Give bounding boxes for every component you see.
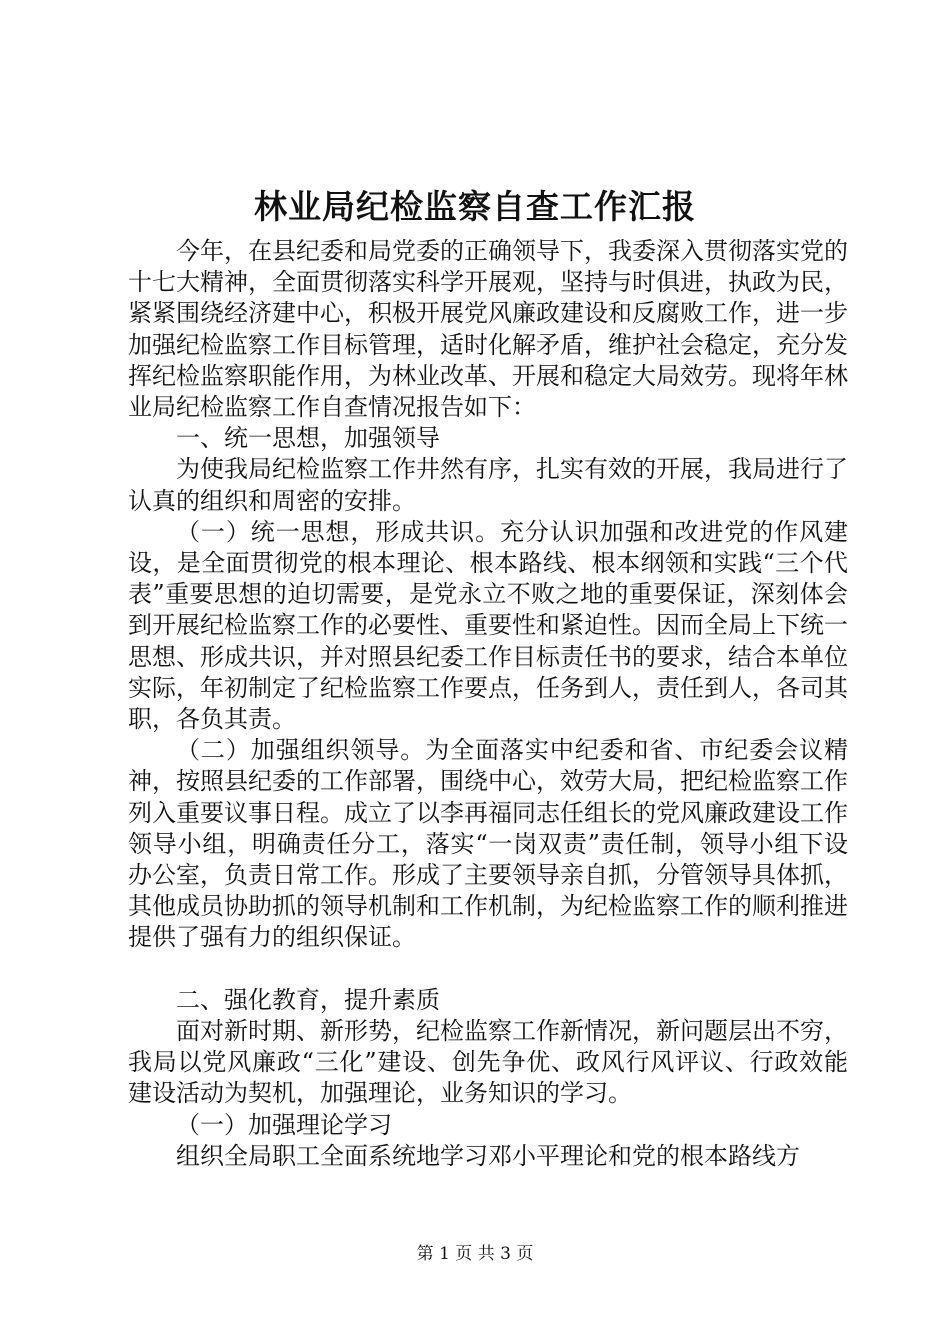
subsection-heading: （一）加强理论学习 (176, 1110, 392, 1139)
body-paragraph: 组织全局职工全面系统地学习邓小平理论和党的根本路线方 (176, 1141, 800, 1170)
intro-paragraph: 今年，在县纪委和局党委的正确领导下，我委深入贯彻落实党的十七大精神，全面贯彻落实科学开展观，坚持与时俱进，执政为民，紧紧围绕经济建中心，积极开展党风廉政建设和反腐败工作，进一步加强纪检监察工作目标管理，适时化解矛盾，维护社会稳定，充分发挥纪检监察职能作用，为林业改革、开展和稳定大局效劳。现将年林业局纪检监察工作自查情况报告如下： (128, 237, 848, 422)
document-body (128, 236, 848, 1172)
body-paragraph: 面对新时期、新形势，纪检监察工作新情况，新问题层出不穷，我局以党风廉政“三化”建设、创先争优、政风行风评议、行政效能建设活动为契机，加强理论，业务知识的学习。 (128, 1017, 848, 1108)
paragraph-spacer (128, 954, 848, 985)
page-footer: 第 1 页 共 3 页 (416, 1244, 534, 1264)
body-paragraph: 为使我局纪检监察工作井然有序，扎实有效的开展，我局进行了认真的组织和周密的安排。 (128, 455, 848, 515)
subsection-paragraph-1: （一）统一思想，形成共识。充分认识加强和改进党的作风建设，是全面贯彻党的根本理论、根本路线、根本纲领和实践“三个代表”重要思想的迫切需要，是党永立不败之地的重要保证，深刻体会到开展纪检监察工作的必要性、重要性和紧迫性。因而全局上下统一思想、形成共识，并对照县纪委工作目标责任书的要求，结合本单位实际，年初制定了纪检监察工作要点，任务到人，责任到人，各司其职，各负其责。 (128, 517, 848, 734)
section-heading-1: 一、统一思想，加强领导 (176, 424, 440, 453)
document-title: 林业局纪检监察自查工作汇报 (254, 187, 696, 226)
section-heading-2: 二、强化教育，提升素质 (176, 985, 440, 1014)
subsection-paragraph-2: （二）加强组织领导。为全面落实中纪委和省、市纪委会议精神，按照县纪委的工作部署，围绕中心，效劳大局，把纪检监察工作列入重要议事日程。成立了以李再福同志任组长的党风廉政建设工作领导小组，明确责任分工，落实“一岗双责”责任制，领导小组下设办公室，负责日常工作。形成了主要领导亲自抓，分管领导具体抓，其他成员协助抓的领导机制和工作机制，为纪检监察工作的顺利推进提供了强有力的组织保证。 (128, 736, 848, 952)
